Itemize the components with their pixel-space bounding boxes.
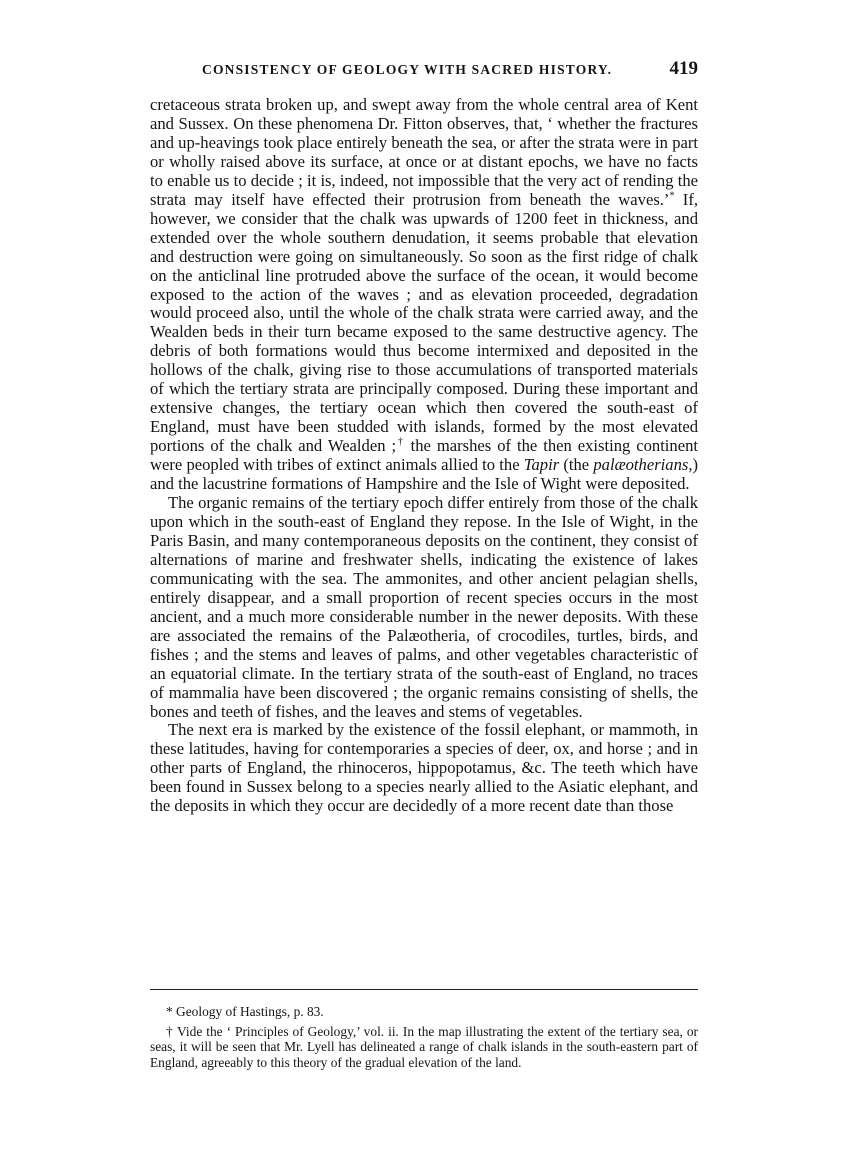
text-run: The next era is marked by the existence of the fossil elephant, or mammoth, in these latitudes, having for contemporaries a species of deer, ox, and horse ; and in other parts of England, the rhinoceros, hippopotamus, &c. The teeth which have been found in Sussex belong to a species nearly allied to the Asiatic elephant, and the deposits in which they occur are decidedly of a more recent date than those [150,720,698,816]
text-run: The organic remains of the tertiary epoch differ entirely from those of the chalk upon which in the south-east of England they repose. In the Isle of Wight, in the Paris Basin, and many contemporaneous deposits on the continent, they consist of alternations of marine and freshwater shells, indicating the existence of lakes communicating with the sea. The ammonites, and other ancient pelagian shells, entirely disappear, and a small proportion of recent species occurs in the most ancient, and a much more considerable number in the newer deposits. With these are associated the remains of the Palæotheria, of crocodiles, turtles, birds, and fishes ; and the stems and leaves of palms, and other vegetables characteristic of an equatorial climate. In the tertiary strata of the south-east of England, no traces of mammalia have been discovered ; the organic remains consisting of shells, the bones and teeth of fishes, and the leaves and stems of vegetables. [150,493,698,721]
footnotes [150,1004,698,1070]
footnote-1: * Geology of Hastings, p. 83. [166,1004,324,1019]
text-run: If, however, we consider that the chalk was upwards of 1200 feet in thickness, and extended over the whole southern denudation, it seems probable that elevation and destruction were going on simultaneously. So soon as the first ridge of chalk on the anticlinal line protruded above the surface of the ocean, it would become exposed to the action of the waves ; and as elevation proceeded, degradation would proceed also, until the whole of the chalk strata were carried away, and the Wealden beds in their turn became exposed to the same destructive agency. The debris of both formations would thus become intermixed and deposited in the hollows of the chalk, giving rise to those accumulations of transported materials of which the tertiary strata are principally composed. During these important and extensive changes, the tertiary ocean which then covered the south-east of England, must have been studded with islands, formed by the most elevated portions of the chalk and Wealden ; [150,189,698,456]
italic-term: palæotherians, [593,455,693,475]
text-run: (the [559,455,594,475]
footnote-marker-dagger: † [396,436,405,448]
text-run: ) and the lacustrine formations of Hampshire and the Isle of Wight were deposited. [150,455,698,494]
footnote-2: † Vide the ‘ Principles of Geology,’ vol. ii. In the map illustrating the extent of the tertiary sea, or seas, it will be seen that Mr. Lyell has delineated a range of chalk islands in the south-eastern part of England, agreeably to this theory of the gradual elevation of the land. [150,1023,698,1070]
text-run: the marshes of the then existing continent were peopled with tribes of extinct animals allied to the [150,436,698,475]
page-number: 419 [669,58,698,79]
footnote-divider [150,989,698,990]
italic-term: Tapir [523,455,560,475]
book-page [150,58,698,1070]
text-run: cretaceous strata broken up, and swept away from the whole central area of Kent and Sussex. On these phenomena Dr. Fitton observes, that, ‘ whether the fractures and up-heavings took place entirely beneath the sea, or after the strata were in part or wholly raised above its surface, at once or at distant epochs, we have no facts to enable us to decide ; it is, indeed, not impossible that the very act of rending the strata may itself have effected their protrusion from beneath the waves.’ [150,95,698,209]
paragraph-1 [150,96,698,494]
paragraph-2 [150,494,698,721]
body-text [150,96,698,816]
paragraph-3 [150,721,698,816]
running-title: CONSISTENCY OF GEOLOGY WITH SACRED HISTORY. [202,62,613,77]
running-head [150,58,698,92]
footnote-marker-asterisk: * [669,190,675,202]
